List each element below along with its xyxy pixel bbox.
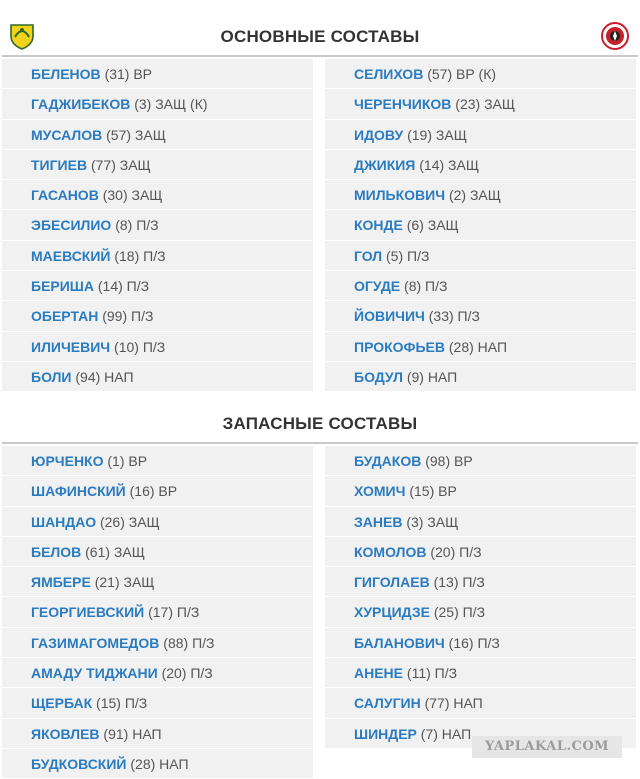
player-row (2, 446, 313, 476)
player-name[interactable]: ЗАНЕВ (354, 513, 403, 530)
player-row (325, 446, 636, 476)
player-name[interactable]: ГИГОЛАЕВ (354, 574, 430, 591)
player-name[interactable]: ХОМИЧ (354, 483, 406, 500)
subs-home-column (2, 446, 313, 779)
player-number-position: (16) ВР (129, 483, 178, 500)
player-name[interactable]: МАЕВСКИЙ (31, 247, 111, 264)
player-name[interactable]: ЩЕРБАК (31, 695, 93, 712)
player-row (2, 749, 313, 779)
player-name[interactable]: ОБЕРТАН (31, 308, 99, 325)
player-name[interactable]: АНЕНЕ (354, 665, 404, 682)
player-number-position: (33) П/З (428, 308, 480, 325)
player-number-position: (2) ЗАЩ (448, 187, 501, 204)
player-row (2, 597, 313, 627)
player-number-position: (99) П/З (102, 308, 154, 325)
player-name[interactable]: ЯМБЕРЕ (31, 574, 91, 591)
player-number-position: (77) ЗАЩ (90, 156, 151, 173)
starters-away-column (325, 59, 636, 392)
player-number-position: (94) НАП (75, 368, 134, 385)
player-name[interactable]: ДЖИКИЯ (354, 156, 416, 173)
player-row (2, 241, 313, 271)
player-name[interactable]: ПРОКОФЬЕВ (354, 338, 445, 355)
player-number-position: (19) ЗАЩ (407, 126, 467, 143)
player-row (325, 332, 636, 362)
player-row (325, 120, 636, 150)
player-number-position: (14) П/З (97, 278, 150, 295)
player-name[interactable]: МИЛЬКОВИЧ (354, 187, 446, 204)
player-name[interactable]: САЛУГИН (354, 695, 421, 712)
player-name[interactable]: СЕЛИХОВ (354, 66, 424, 82)
player-row (325, 507, 636, 537)
player-number-position: (8) П/З (404, 278, 448, 295)
player-row (325, 597, 636, 627)
player-row (325, 150, 636, 180)
player-number-position: (5) П/З (386, 247, 430, 264)
player-number-position: (3) ЗАЩ (406, 513, 459, 530)
player-number-position: (16) П/З (448, 634, 500, 651)
player-name[interactable]: БУДАКОВ (354, 453, 422, 469)
player-row (2, 59, 313, 89)
player-row (325, 89, 636, 119)
player-name[interactable]: КОНДЕ (354, 217, 403, 234)
player-name[interactable]: ЭБЕСИЛИО (31, 217, 112, 234)
player-number-position: (30) ЗАЩ (102, 187, 163, 204)
player-number-position: (28) НАП (130, 755, 189, 772)
player-number-position: (15) П/З (96, 695, 148, 712)
player-row (325, 628, 636, 658)
player-row (2, 688, 313, 718)
player-row (2, 301, 313, 331)
player-row (325, 271, 636, 301)
player-number-position: (28) НАП (448, 338, 508, 355)
player-row (2, 476, 313, 506)
player-row (325, 301, 636, 331)
player-row (325, 476, 636, 506)
player-number-position: (17) П/З (148, 604, 200, 621)
player-name[interactable]: МУСАЛОВ (31, 126, 103, 143)
player-name[interactable]: БОЛИ (31, 368, 72, 385)
player-name[interactable]: ШИНДЕР (354, 725, 417, 742)
player-row (325, 537, 636, 567)
player-row (2, 658, 313, 688)
player-row (325, 210, 636, 240)
player-number-position: (8) П/З (115, 217, 159, 234)
player-number-position: (9) НАП (406, 368, 458, 385)
starters-divider (2, 55, 638, 57)
player-row (325, 567, 636, 597)
player-number-position: (18) П/З (114, 247, 166, 264)
player-name[interactable]: ШАНДАО (31, 513, 97, 530)
player-name[interactable]: ЧЕРЕНЧИКОВ (354, 96, 452, 113)
player-number-position: (88) П/З (163, 634, 215, 651)
player-name[interactable]: ИЛИЧЕВИЧ (31, 338, 111, 355)
player-number-position: (98) ВР (425, 453, 473, 469)
player-row (2, 537, 313, 567)
player-number-position: (20) П/З (430, 543, 482, 560)
player-row (2, 628, 313, 658)
player-number-position: (91) НАП (103, 725, 162, 742)
player-row (2, 507, 313, 537)
player-number-position: (11) П/З (406, 665, 458, 682)
player-number-position: (26) ЗАЩ (99, 513, 160, 530)
player-number-position: (77) НАП (424, 695, 483, 712)
player-number-position: (57) ЗАЩ (106, 126, 166, 143)
player-number-position: (57) ВР (К) (427, 66, 497, 82)
player-row (2, 332, 313, 362)
subs-title: ЗАПАСНЫЕ СОСТАВЫ (222, 414, 418, 433)
player-row (2, 362, 313, 392)
starters-home-column (2, 59, 313, 392)
player-number-position: (7) НАП (420, 725, 472, 742)
player-number-position: (10) П/З (114, 338, 166, 355)
player-name[interactable]: БАЛАНОВИЧ (354, 634, 445, 651)
player-number-position: (31) ВР (104, 66, 153, 82)
player-name[interactable]: БОДУЛ (354, 368, 403, 385)
player-name[interactable]: БЕЛЕНОВ (31, 66, 101, 82)
player-name[interactable]: ХУРЦИДЗЕ (354, 604, 430, 621)
player-row (2, 89, 313, 119)
player-name[interactable]: ТИГИЕВ (31, 156, 88, 173)
player-name[interactable]: ОГУДЕ (354, 278, 401, 295)
player-name[interactable]: ГАЗИМАГОМЕДОВ (31, 634, 160, 651)
player-name[interactable]: АМАДУ ТИДЖАНИ (31, 665, 158, 682)
player-name[interactable]: БУДКОВСКИЙ (31, 755, 127, 772)
player-row (325, 362, 636, 392)
player-number-position: (6) ЗАЩ (406, 217, 459, 234)
starters-title: ОСНОВНЫЕ СОСТАВЫ (220, 27, 420, 46)
subs-away-column (325, 446, 636, 749)
player-number-position: (61) ЗАЩ (85, 543, 145, 560)
player-name[interactable]: ЙОВИЧИЧ (354, 308, 425, 325)
player-number-position: (13) П/З (433, 574, 485, 591)
player-name[interactable]: ГАСАНОВ (31, 187, 99, 204)
player-number-position: (23) ЗАЩ (455, 96, 516, 113)
player-name[interactable]: ЯКОВЛЕВ (31, 725, 100, 742)
player-number-position: (15) ВР (409, 483, 457, 500)
player-row (325, 688, 636, 718)
player-name[interactable]: БЕЛОВ (31, 543, 82, 560)
player-row (2, 567, 313, 597)
player-row (2, 210, 313, 240)
player-name[interactable]: ЮРЧЕНКО (31, 453, 104, 469)
player-row (325, 658, 636, 688)
player-row (325, 180, 636, 210)
player-name[interactable]: ШАФИНСКИЙ (31, 483, 126, 500)
player-number-position: (25) П/З (433, 604, 486, 621)
player-name[interactable]: ГОЛ (354, 247, 383, 264)
player-number-position: (3) ЗАЩ (К) (134, 96, 208, 113)
player-row (2, 719, 313, 749)
player-name[interactable]: ГЕОРГИЕВСКИЙ (31, 604, 145, 621)
watermark: YAPLAKAL.COM (472, 736, 622, 758)
player-number-position: (20) П/З (161, 665, 213, 682)
subs-divider (2, 442, 638, 444)
player-name[interactable]: ГАДЖИБЕКОВ (31, 96, 131, 113)
player-name[interactable]: КОМОЛОВ (354, 543, 427, 560)
player-row (325, 59, 636, 89)
player-number-position: (1) ВР (107, 453, 148, 469)
player-row (2, 150, 313, 180)
player-number-position: (21) ЗАЩ (94, 574, 155, 591)
player-name[interactable]: ИДОВУ (354, 126, 404, 143)
player-number-position: (14) ЗАЩ (419, 156, 479, 173)
player-row (2, 120, 313, 150)
player-row (325, 241, 636, 271)
player-row (2, 271, 313, 301)
player-name[interactable]: БЕРИША (31, 278, 94, 295)
player-row (2, 180, 313, 210)
